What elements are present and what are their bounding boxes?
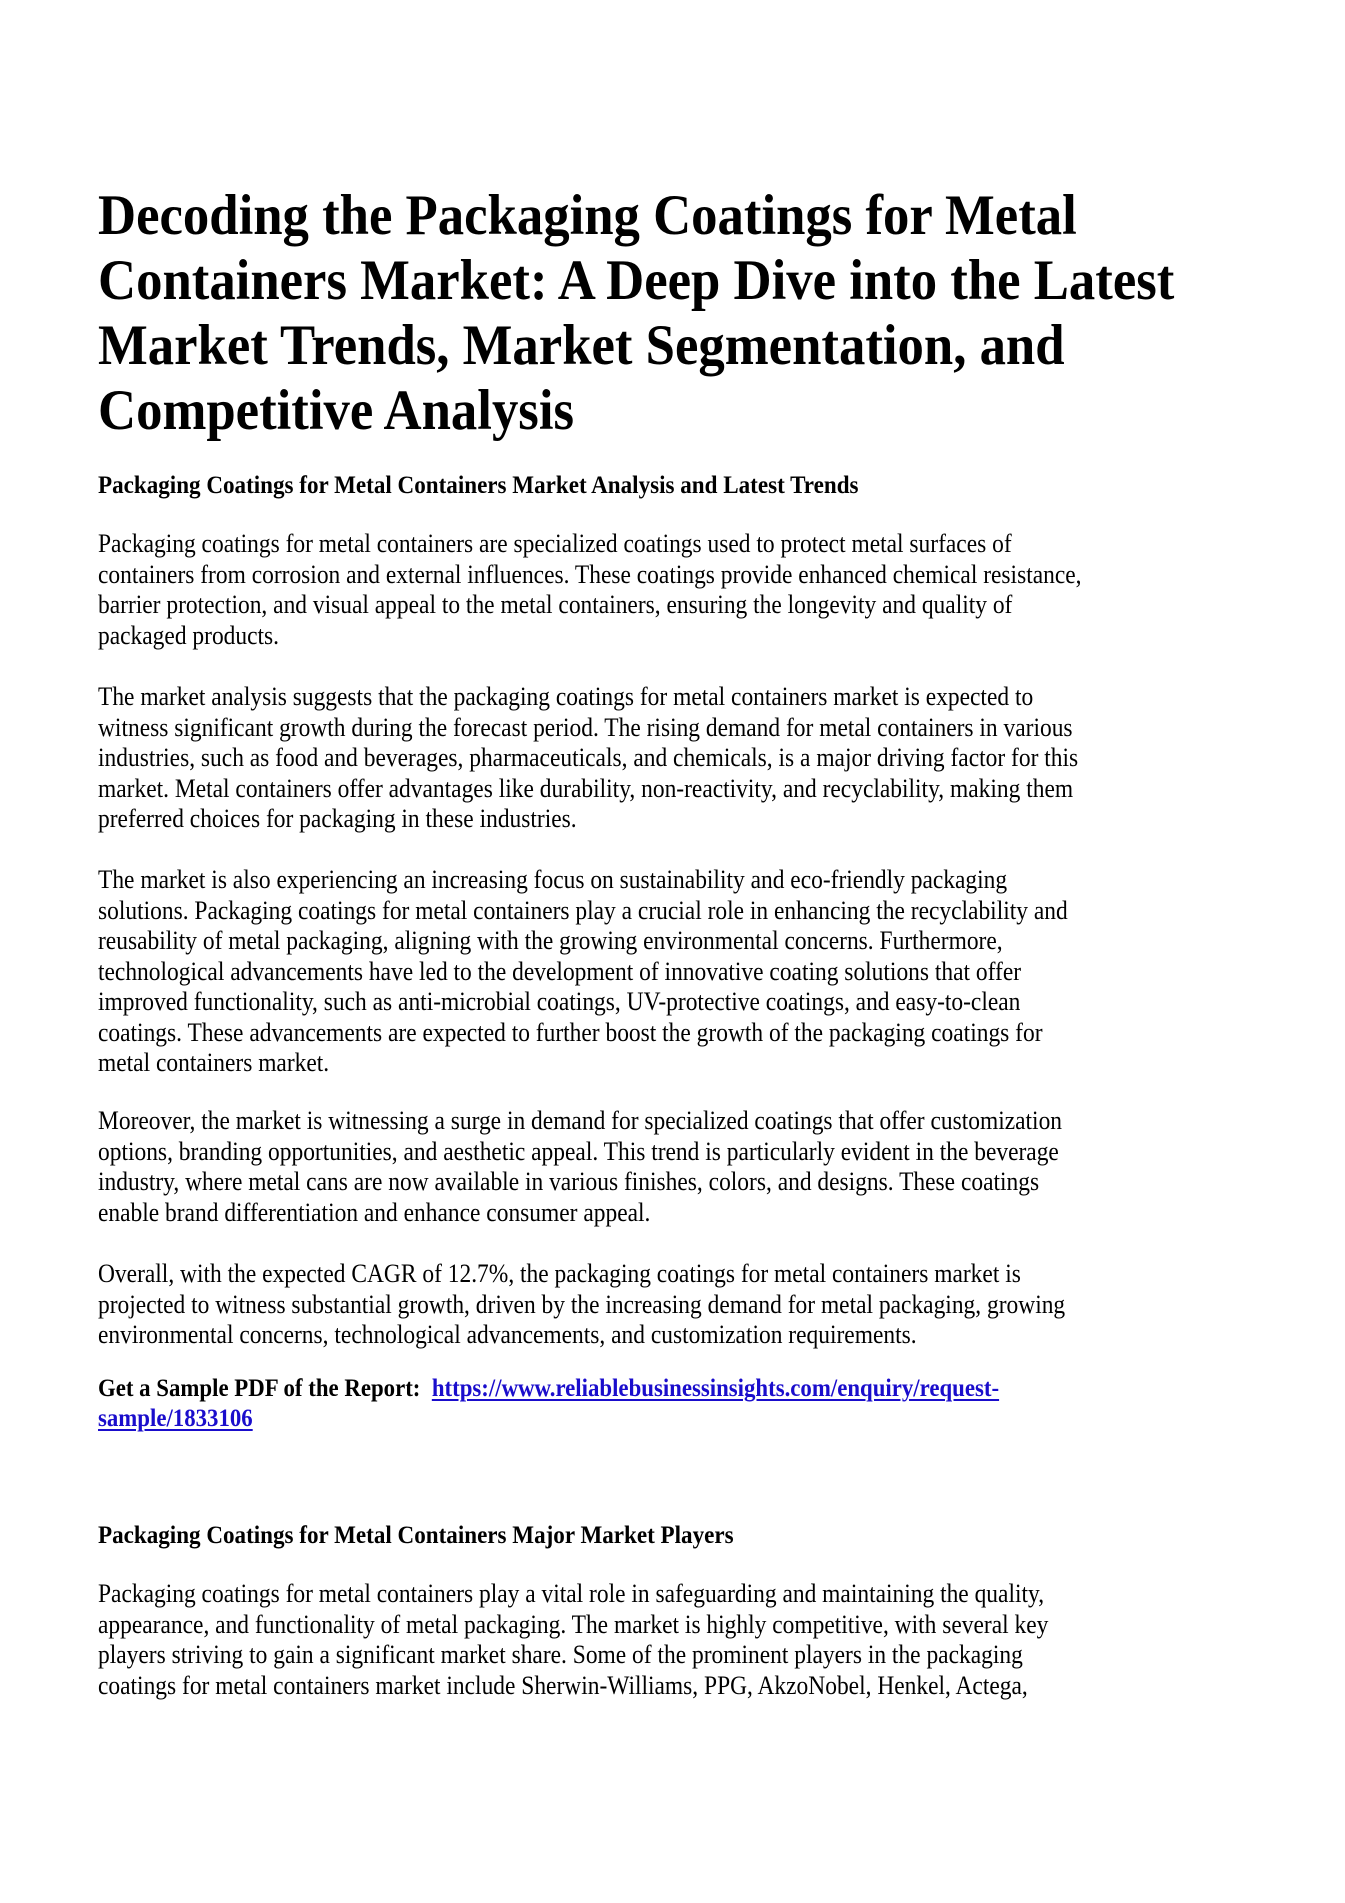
paragraph-line: options, branding opportunities, and aesthetic appeal. This trend is particularly evident in the beverage xyxy=(98,1135,1059,1166)
paragraph-line: projected to witness substantial growth, driven by the increasing demand for metal packaging, growing xyxy=(98,1288,1066,1319)
paragraph-customization xyxy=(98,1105,1187,1227)
paragraph-line: market. Metal containers offer advantages like durability, non-reactivity, and recyclability, making them xyxy=(98,772,1074,803)
paragraph-line: Packaging coatings for metal containers play a vital role in safeguarding and maintaining the quality, xyxy=(98,1578,1045,1608)
paragraph-market-players xyxy=(98,1578,1172,1700)
paragraph-cagr-summary xyxy=(98,1258,1191,1350)
paragraph-line: The market is also experiencing an increasing focus on sustainability and eco-friendly packaging xyxy=(98,864,1008,894)
paragraph-line: containers from corrosion and external influences. These coatings provide enhanced chemical resistance, xyxy=(98,558,1082,589)
paragraph-line: players striving to gain a significant market share. Some of the prominent players in the packaging xyxy=(98,1639,1023,1669)
paragraph-line: Packaging coatings for metal containers are specialized coatings used to protect metal surfaces of xyxy=(98,528,1012,558)
section-heading-analysis xyxy=(98,470,938,500)
paragraph-line: reusability of metal packaging, aligning with the growing environmental concerns. Furthermore, xyxy=(98,925,1003,955)
title-line: Containers Market: A Deep Dive into the Latest xyxy=(98,249,1175,312)
paragraph-line: witness significant growth during the forecast period. The rising demand for metal containers in various xyxy=(98,711,1073,742)
title-line: Market Trends, Market Segmentation, and xyxy=(98,314,1065,377)
sample-pdf-label: Get a Sample PDF of the Report: xyxy=(98,1373,421,1402)
paragraph-line: metal containers market. xyxy=(98,1047,330,1077)
sample-pdf-callout xyxy=(98,1373,1105,1433)
paragraph-line: packaged products. xyxy=(98,619,280,650)
title-line: Decoding the Packaging Coatings for Metal xyxy=(98,184,1077,247)
paragraph-line: barrier protection, and visual appeal to the metal containers, ensuring the longevity and quality of xyxy=(98,589,1013,619)
paragraph-line: preferred choices for packaging in these industries. xyxy=(98,803,577,833)
paragraph-line: The market analysis suggests that the packaging coatings for metal containers market is expected to xyxy=(98,681,1034,711)
paragraph-line: environmental concerns, technological advancements, and customization requirements. xyxy=(98,1319,917,1349)
sample-pdf-link[interactable]: https://www.reliablebusinessinsights.com/enquiry/request- xyxy=(431,1373,1000,1402)
paragraph-line: improved functionality, such as anti-microbial coatings, UV-protective coatings, and easy-to-clean xyxy=(98,986,1021,1016)
paragraph-line: appearance, and functionality of metal packaging. The market is highly competitive, with several key xyxy=(98,1608,1049,1639)
section-heading-players xyxy=(98,1520,800,1550)
section-heading-text: Packaging Coatings for Metal Containers Market Analysis and Latest Trends xyxy=(98,470,859,499)
paragraph-line: solutions. Packaging coatings for metal containers play a crucial role in enhancing the recyclability and xyxy=(98,894,1068,925)
paragraph-market-analysis xyxy=(98,681,1206,834)
paragraph-line: enable brand differentiation and enhance consumer appeal. xyxy=(98,1196,651,1227)
paragraph-line: coatings for metal containers market include Sherwin-Williams, PPG, AkzoNobel, Henkel, Actega, xyxy=(98,1669,1028,1700)
paragraph-definition xyxy=(98,528,1209,650)
paragraph-line: industries, such as food and beverages, pharmaceuticals, and chemicals, is a major driving factor for this xyxy=(98,742,1079,772)
paragraph-line: industry, where metal cans are now available in various finishes, colors, and designs. These coatings xyxy=(98,1166,1040,1196)
paragraph-sustainability xyxy=(98,864,1194,1078)
section-heading-text: Packaging Coatings for Metal Containers Major Market Players xyxy=(98,1520,734,1549)
page-title xyxy=(98,183,1262,443)
paragraph-line: technological advancements have led to the development of innovative coating solutions that offer xyxy=(98,955,1022,986)
sample-pdf-link-continued[interactable]: sample/1833106 xyxy=(98,1403,253,1432)
paragraph-line: Moreover, the market is witnessing a surge in demand for specialized coatings that offer customization xyxy=(98,1105,1063,1135)
paragraph-line: coatings. These advancements are expected to further boost the growth of the packaging coatings for xyxy=(98,1016,1043,1047)
title-line: Competitive Analysis xyxy=(98,379,574,442)
paragraph-line: Overall, with the expected CAGR of 12.7%, the packaging coatings for metal containers market is xyxy=(98,1258,1021,1288)
